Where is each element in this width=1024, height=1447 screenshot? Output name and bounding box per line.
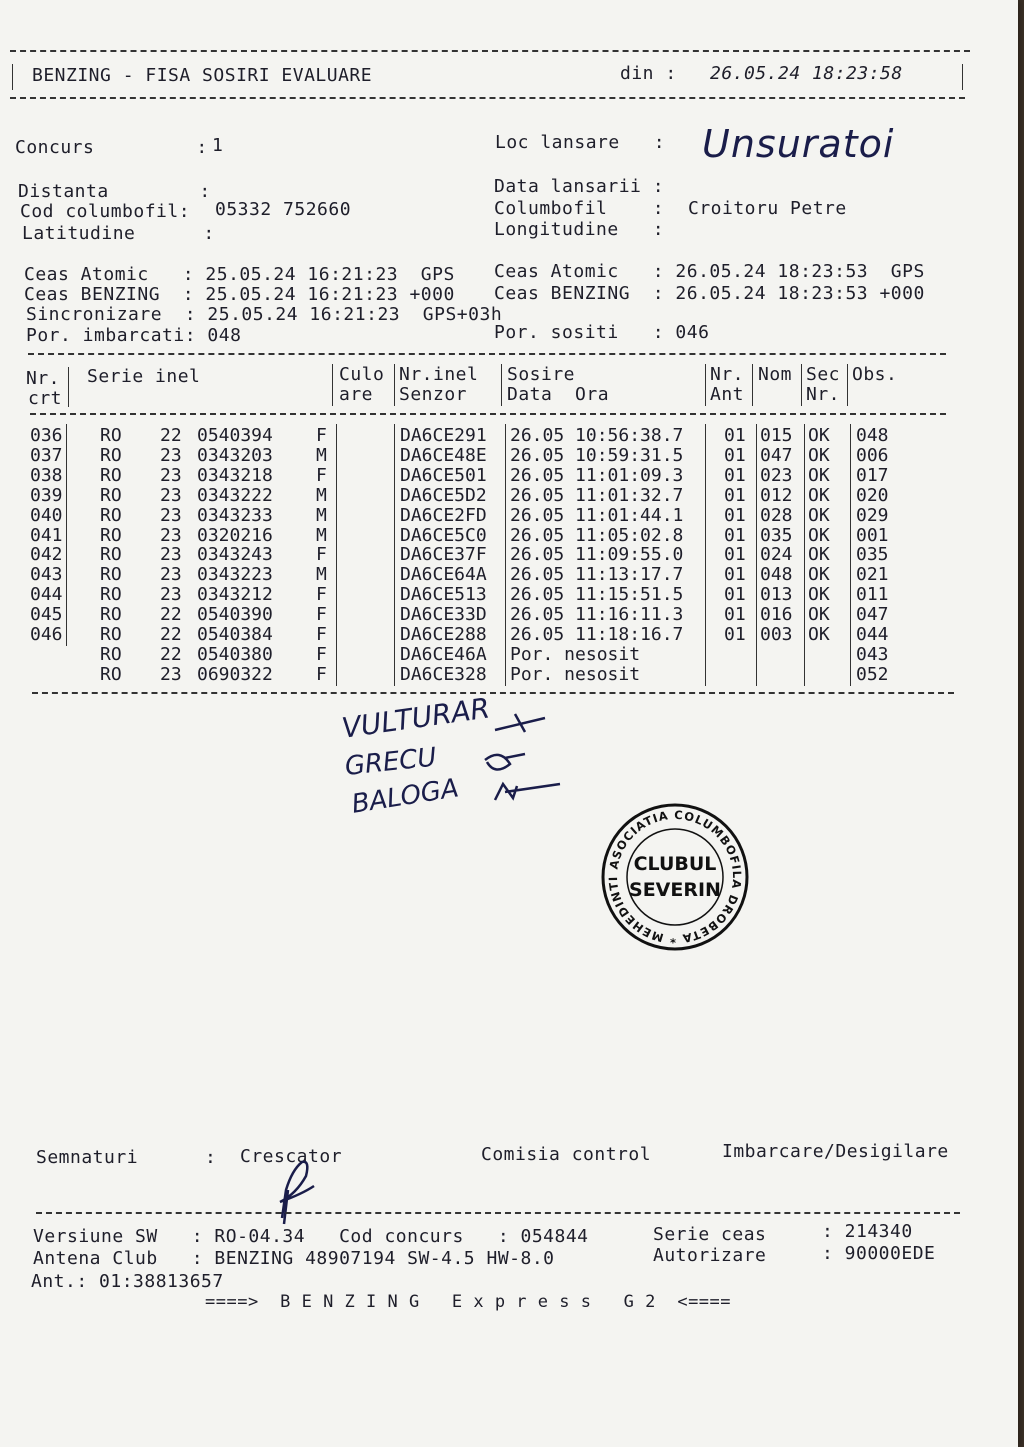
stamp-line-1: CLUBUL xyxy=(633,853,717,875)
signature-comisia-label: Comisia control xyxy=(481,1144,652,1165)
cell-sosire: 26.05 11:16:11.3 xyxy=(510,604,684,626)
cell-inel: 0690322 xyxy=(197,663,273,685)
loc-lansare-label: Loc lansare : xyxy=(495,132,666,153)
cell-sec: OK xyxy=(808,544,830,566)
body-separator xyxy=(804,424,805,686)
cell-an: 23 xyxy=(160,444,182,466)
cell-an: 23 xyxy=(160,584,182,606)
cell-ant: 01 xyxy=(724,604,746,626)
cell-tara: RO xyxy=(100,564,122,586)
cell-nom: 016 xyxy=(760,604,793,626)
cell-sosire: 26.05 10:56:38.7 xyxy=(510,425,684,446)
concurs-label: Concurs : xyxy=(15,137,208,158)
cell-inel: 0540380 xyxy=(197,643,273,665)
club-stamp xyxy=(600,802,750,952)
cell-sex: F xyxy=(316,663,327,685)
cell-sec: OK xyxy=(808,504,830,526)
cell-obs: 044 xyxy=(856,624,889,645)
cell-nom: 028 xyxy=(760,504,793,526)
col-sosire-header: Sosire xyxy=(507,364,576,385)
cell-ant: 01 xyxy=(724,484,746,506)
cell-nom: 024 xyxy=(760,544,793,566)
cell-senzor: DA6CE33D xyxy=(400,604,487,626)
cell-sosire: Por. nesosit xyxy=(510,663,641,685)
cell-tara: RO xyxy=(100,464,122,486)
cell-tara: RO xyxy=(100,663,122,685)
body-separator xyxy=(705,424,706,686)
data-lansarii-label: Data lansarii : xyxy=(494,176,665,197)
body-separator xyxy=(756,424,757,686)
cell-nom: 012 xyxy=(760,484,793,506)
cell-sec: OK xyxy=(808,584,830,606)
cell-nr: 043 xyxy=(30,564,63,586)
cell-an: 23 xyxy=(160,564,182,586)
signature-imbarcare-label: Imbarcare/Desigilare xyxy=(722,1141,949,1162)
header-separator xyxy=(68,367,69,407)
ceas-benzing-start: Ceas BENZING : 25.05.24 16:21:23 +000 xyxy=(24,284,455,305)
cell-obs: 011 xyxy=(856,584,889,606)
cell-senzor: DA6CE46A xyxy=(400,643,487,665)
cell-sosire: 26.05 11:13:17.7 xyxy=(510,564,684,586)
cod-columbofil-value: 05332 752660 xyxy=(215,199,352,220)
header-separator xyxy=(501,364,502,406)
cell-an: 22 xyxy=(160,624,182,645)
cell-sosire: 26.05 11:05:02.8 xyxy=(510,524,684,546)
cell-tara: RO xyxy=(100,624,122,645)
sincronizare: Sincronizare : 25.05.24 16:21:23 GPS+03h xyxy=(26,304,503,325)
cell-sec: OK xyxy=(808,624,830,645)
cell-sex: F xyxy=(316,425,327,446)
cell-senzor: DA6CE5D2 xyxy=(400,484,487,506)
cell-an: 23 xyxy=(160,484,182,506)
col-inel-header: Nr.inel xyxy=(399,364,479,385)
footer-serie-ceas-label: Serie ceas xyxy=(653,1224,767,1245)
cell-sec: OK xyxy=(808,464,830,486)
col-culoare-header: Culo xyxy=(339,364,385,385)
longitudine-label: Longitudine : xyxy=(494,219,665,240)
cell-ant: 01 xyxy=(724,564,746,586)
footer-serie-ceas-value: : 214340 xyxy=(822,1221,913,1242)
cell-sosire: 26.05 11:09:55.0 xyxy=(510,544,684,566)
cell-senzor: DA6CE328 xyxy=(400,663,487,685)
cell-obs: 035 xyxy=(856,544,889,566)
cell-sex: F xyxy=(316,544,327,566)
header-top-divider xyxy=(10,50,970,52)
handwritten-name-3: BALOGA xyxy=(349,773,461,820)
cell-sec: OK xyxy=(808,564,830,586)
col-sosire-header-2: Data Ora xyxy=(507,384,610,405)
footer-antena-line: Antena Club : BENZING 48907194 SW-4.5 HW-8.0 xyxy=(33,1248,555,1269)
col-obs-header: Obs. xyxy=(852,364,898,385)
footer-brand: ====> B E N Z I N G E x p r e s s G 2 <==== xyxy=(205,1292,732,1312)
concurs-value: 1 xyxy=(212,135,224,156)
body-separator xyxy=(66,424,67,646)
cell-an: 22 xyxy=(160,643,182,665)
handwritten-name-2: GRECU xyxy=(343,742,438,782)
cell-tara: RO xyxy=(100,544,122,566)
cell-inel: 0540390 xyxy=(197,604,273,626)
cell-an: 23 xyxy=(160,504,182,526)
cell-inel: 0343218 xyxy=(197,464,273,486)
cell-sex: F xyxy=(316,604,327,626)
cell-obs: 017 xyxy=(856,464,889,486)
header-separator xyxy=(752,364,753,406)
cell-sex: F xyxy=(316,584,327,606)
cell-inel: 0343203 xyxy=(197,444,273,466)
cell-sosire: 26.05 11:01:32.7 xyxy=(510,484,684,506)
cell-ant: 01 xyxy=(724,504,746,526)
cell-senzor: DA6CE291 xyxy=(400,425,487,446)
handwritten-marks xyxy=(455,700,575,820)
table-top-divider xyxy=(28,353,946,355)
cell-nr: 046 xyxy=(30,624,63,645)
cell-tara: RO xyxy=(100,643,122,665)
cell-senzor: DA6CE5C0 xyxy=(400,524,487,546)
cell-ant: 01 xyxy=(724,584,746,606)
cod-columbofil-label: Cod columbofil: xyxy=(20,201,191,222)
col-serie-header: Serie inel xyxy=(87,366,201,387)
col-nr-header: Nr. xyxy=(26,368,61,389)
footer-versiune-line: Versiune SW : RO-04.34 Cod concurs : 054844 xyxy=(33,1226,589,1247)
cell-nom: 035 xyxy=(760,524,793,546)
ceas-atomic-start: Ceas Atomic : 25.05.24 16:21:23 GPS xyxy=(24,264,455,285)
cell-tara: RO xyxy=(100,524,122,546)
cell-inel: 0343223 xyxy=(197,564,273,586)
cell-an: 22 xyxy=(160,604,182,626)
cell-sec: OK xyxy=(808,425,830,446)
loc-lansare-value: Unsuratoi xyxy=(702,122,895,166)
cell-an: 23 xyxy=(160,663,182,685)
cell-sosire: 26.05 11:18:16.7 xyxy=(510,624,684,645)
document-title: BENZING - FISA SOSIRI EVALUARE xyxy=(32,65,373,86)
col-sec-header: Sec xyxy=(806,364,841,385)
cell-ant: 01 xyxy=(724,425,746,446)
columbofil-value: Croitoru Petre xyxy=(688,198,847,219)
cell-nr: 042 xyxy=(30,544,63,566)
cell-obs: 047 xyxy=(856,604,889,626)
header-right-bar xyxy=(962,64,963,90)
cell-sex: M xyxy=(316,444,327,466)
cell-obs: 021 xyxy=(856,564,889,586)
date-label: din : xyxy=(620,63,677,84)
col-ant-header-2: Ant xyxy=(710,384,745,405)
cell-nr: 041 xyxy=(30,524,63,546)
cell-senzor: DA6CE501 xyxy=(400,464,487,486)
table-header-divider xyxy=(30,413,946,415)
cell-inel: 0343243 xyxy=(197,544,273,566)
cell-senzor: DA6CE48E xyxy=(400,444,487,466)
porumbei-imbarcati: Por. imbarcati: 048 xyxy=(26,325,242,346)
cell-an: 23 xyxy=(160,464,182,486)
col-ant-header: Nr. xyxy=(710,364,745,385)
col-sec-header-2: Nr. xyxy=(806,384,841,405)
cell-an: 23 xyxy=(160,544,182,566)
cell-tara: RO xyxy=(100,425,122,446)
cell-senzor: DA6CE288 xyxy=(400,624,487,645)
body-separator xyxy=(850,424,851,686)
cell-nr: 038 xyxy=(30,464,63,486)
col-nr-header-2: crt xyxy=(28,388,63,409)
cell-nom: 047 xyxy=(760,444,793,466)
cell-senzor: DA6CE513 xyxy=(400,584,487,606)
cell-nr: 045 xyxy=(30,604,63,626)
cell-senzor: DA6CE64A xyxy=(400,564,487,586)
columbofil-label: Columbofil : xyxy=(494,198,665,219)
header-separator xyxy=(705,364,706,406)
cell-obs: 020 xyxy=(856,484,889,506)
cell-ant: 01 xyxy=(724,544,746,566)
cell-inel: 0540384 xyxy=(197,624,273,645)
cell-tara: RO xyxy=(100,444,122,466)
footer-autorizare-label: Autorizare xyxy=(653,1245,767,1266)
col-inel-header-2: Senzor xyxy=(399,384,468,405)
cell-sex: F xyxy=(316,624,327,645)
body-separator xyxy=(394,424,395,686)
cell-inel: 0343212 xyxy=(197,584,273,606)
cell-nom: 048 xyxy=(760,564,793,586)
ceas-atomic-end: Ceas Atomic : 26.05.24 18:23:53 GPS xyxy=(494,261,925,282)
cell-sec: OK xyxy=(808,444,830,466)
cell-ant: 01 xyxy=(724,464,746,486)
signature-crescator-label: Crescator xyxy=(240,1146,343,1167)
stamp-ring-text: ASOCIATIA COLUMBOFILA DROBETA * MEHEDINTI xyxy=(605,807,745,947)
handwritten-signature xyxy=(262,1150,332,1230)
cell-ant: 01 xyxy=(724,524,746,546)
cell-sosire: Por. nesosit xyxy=(510,643,641,665)
cell-inel: 0343222 xyxy=(197,484,273,506)
cell-tara: RO xyxy=(100,604,122,626)
cell-nr: 037 xyxy=(30,444,63,466)
stamp-seal-icon xyxy=(600,802,750,952)
header-left-bar xyxy=(12,64,13,90)
cell-nom: 013 xyxy=(760,584,793,606)
cell-sex: M xyxy=(316,504,327,526)
header-bottom-divider xyxy=(10,97,965,99)
cell-obs: 043 xyxy=(856,643,889,665)
cell-inel: 0320216 xyxy=(197,524,273,546)
cell-obs: 052 xyxy=(856,663,889,685)
cell-senzor: DA6CE37F xyxy=(400,544,487,566)
col-culoare-header-2: are xyxy=(339,384,374,405)
cell-nom: 023 xyxy=(760,464,793,486)
cell-senzor: DA6CE2FD xyxy=(400,504,487,526)
cell-sec: OK xyxy=(808,604,830,626)
cell-sosire: 26.05 10:59:31.5 xyxy=(510,444,684,466)
cell-sosire: 26.05 11:01:09.3 xyxy=(510,464,684,486)
header-separator xyxy=(801,364,802,406)
cell-nom: 003 xyxy=(760,624,793,645)
footer-ant-line: Ant.: 01:38813657 xyxy=(31,1271,224,1292)
cell-inel: 0540394 xyxy=(197,425,273,446)
footer-autorizare-value: : 90000EDE xyxy=(822,1243,936,1264)
cell-obs: 006 xyxy=(856,444,889,466)
cell-obs: 048 xyxy=(856,425,889,446)
cell-obs: 001 xyxy=(856,524,889,546)
cell-nr: 040 xyxy=(30,504,63,526)
cell-sex: F xyxy=(316,643,327,665)
cell-nom: 015 xyxy=(760,425,793,446)
handwritten-name-1: VULTURAR xyxy=(339,691,492,745)
cell-sex: M xyxy=(316,524,327,546)
body-separator xyxy=(336,424,337,686)
cell-an: 22 xyxy=(160,425,182,446)
date-value: 26.05.24 18:23:58 xyxy=(710,63,903,84)
cell-tara: RO xyxy=(100,504,122,526)
cell-an: 23 xyxy=(160,524,182,546)
cell-sex: M xyxy=(316,564,327,586)
cell-tara: RO xyxy=(100,484,122,506)
ceas-benzing-end: Ceas BENZING : 26.05.24 18:23:53 +000 xyxy=(494,283,925,304)
header-separator xyxy=(332,364,333,406)
stamp-line-2: SEVERIN xyxy=(629,879,721,901)
col-nom-header: Nom xyxy=(758,364,793,385)
cell-sec: OK xyxy=(808,524,830,546)
latitudine-label: Latitudine : xyxy=(22,223,215,244)
cell-sex: F xyxy=(316,464,327,486)
cell-nr: 039 xyxy=(30,484,63,506)
table-bottom-divider xyxy=(32,692,954,694)
porumbei-sositi: Por. sositi : 046 xyxy=(494,322,710,343)
body-separator xyxy=(505,424,506,686)
cell-sex: M xyxy=(316,484,327,506)
cell-inel: 0343233 xyxy=(197,504,273,526)
cell-ant: 01 xyxy=(724,444,746,466)
cell-sosire: 26.05 11:01:44.1 xyxy=(510,504,684,526)
cell-nr: 044 xyxy=(30,584,63,606)
header-separator xyxy=(847,364,848,406)
distanta-label: Distanta : xyxy=(18,181,211,202)
signatures-separator: : xyxy=(205,1147,217,1168)
footer-divider xyxy=(36,1212,960,1214)
cell-tara: RO xyxy=(100,584,122,606)
cell-ant: 01 xyxy=(724,624,746,645)
cell-sosire: 26.05 11:15:51.5 xyxy=(510,584,684,606)
cell-nr: 036 xyxy=(30,425,63,446)
cell-obs: 029 xyxy=(856,504,889,526)
signatures-label: Semnaturi xyxy=(36,1147,139,1168)
header-separator xyxy=(394,364,395,406)
cell-sec: OK xyxy=(808,484,830,506)
